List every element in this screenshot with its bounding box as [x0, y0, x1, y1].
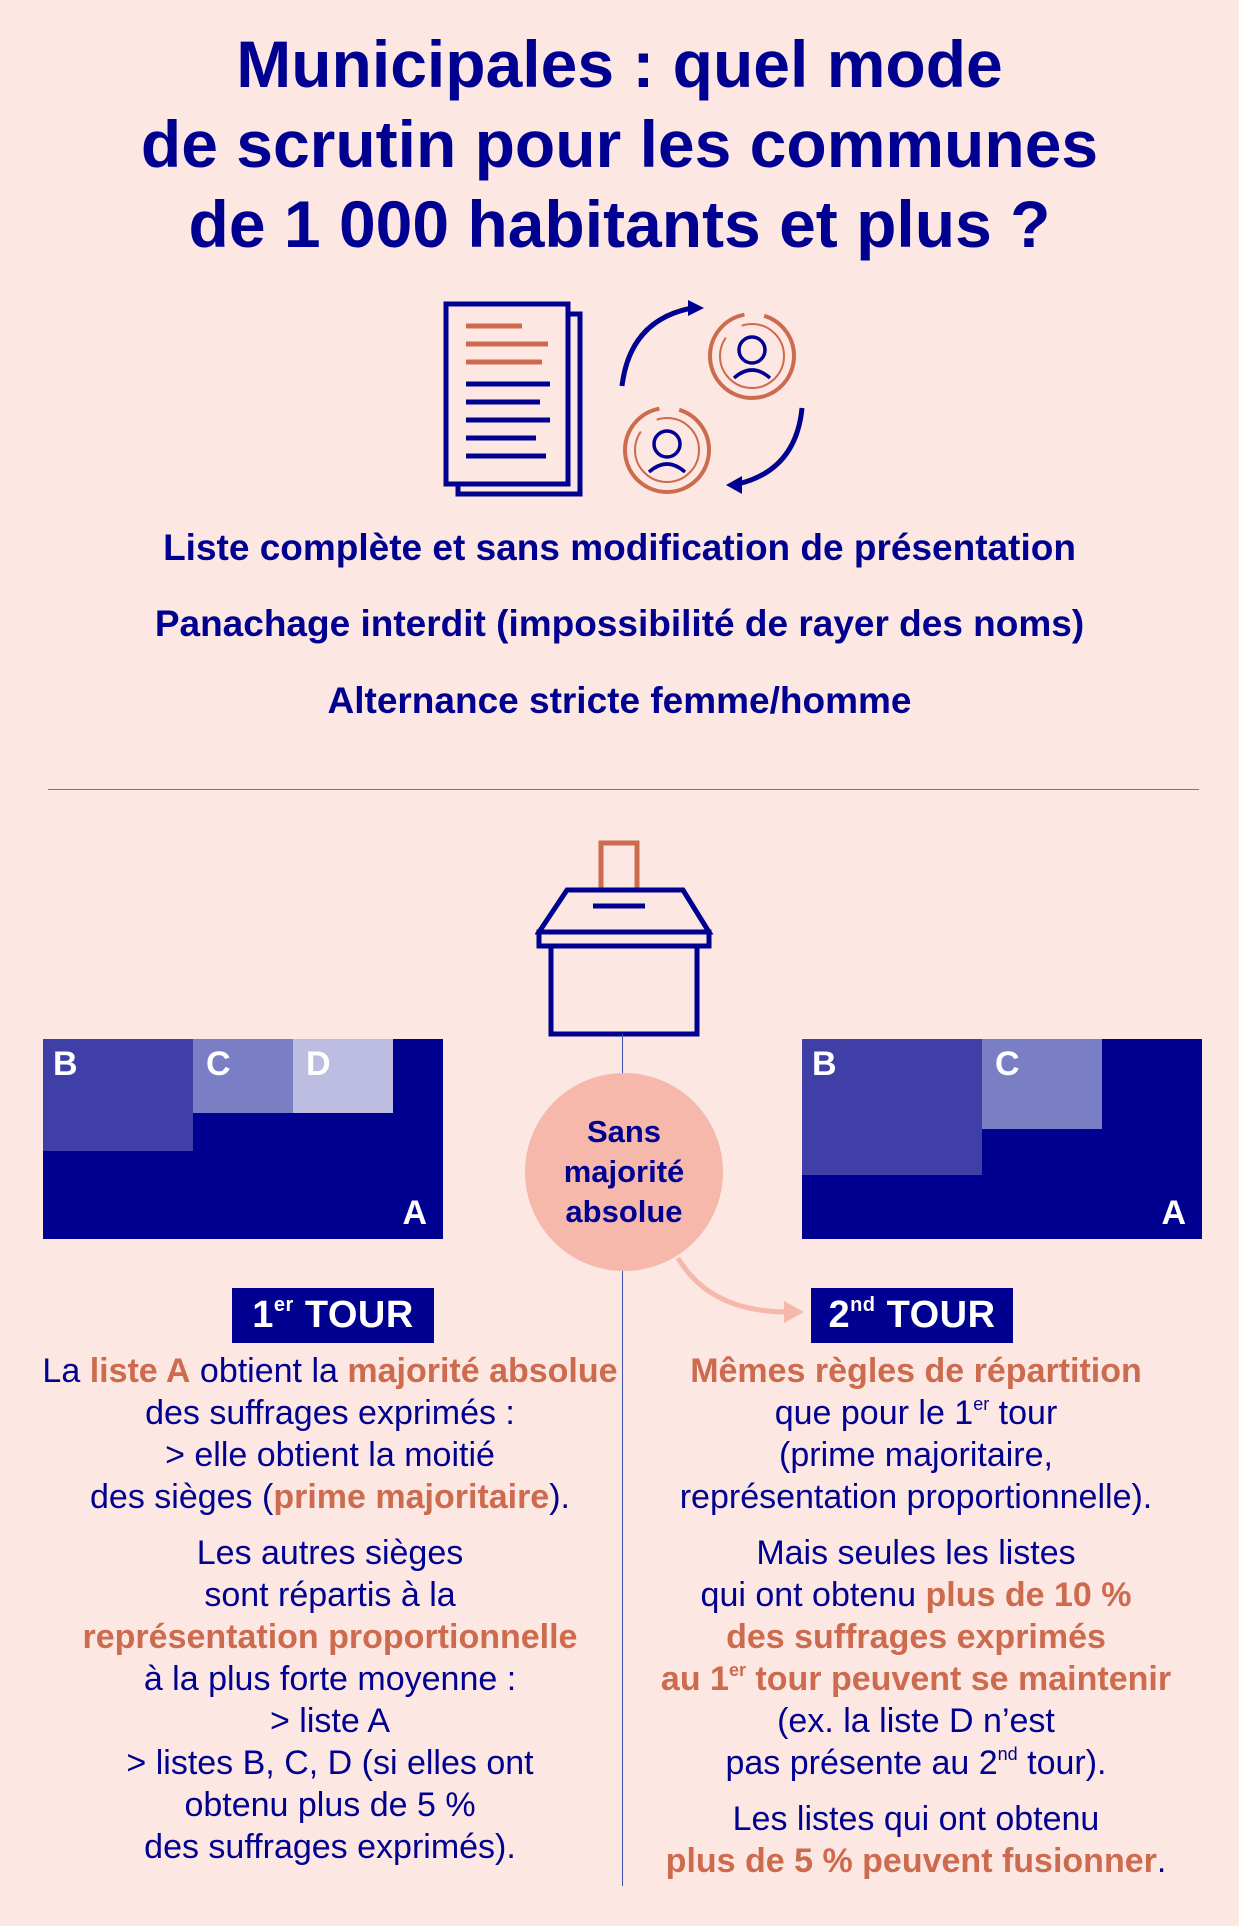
text: sont répartis à la — [204, 1576, 456, 1614]
no-majority-bubble — [525, 1073, 723, 1271]
text: . — [1156, 1842, 1167, 1880]
ballot-list-icon — [440, 300, 590, 500]
title-line-2: de scrutin pour les communes — [140, 107, 1099, 181]
highlight-maintain — [661, 1660, 1171, 1698]
ballot-box-icon — [535, 840, 715, 1040]
title-line-1: Municipales : quel mode — [236, 27, 1003, 101]
title-line-3: de 1 000 habitants et plus ? — [188, 187, 1051, 261]
list-c-label: C — [206, 1045, 231, 1083]
list-a-label: A — [1161, 1194, 1186, 1232]
highlight-list-a: liste A — [89, 1352, 191, 1390]
rule-complete-list: Liste complète et sans modification de présentation — [163, 527, 1076, 568]
round1-seat-chart — [43, 1039, 443, 1239]
text: tour peuvent se maintenir — [745, 1660, 1172, 1698]
list-c-label: C — [995, 1045, 1020, 1083]
text: (ex. la liste D n’est — [777, 1702, 1055, 1740]
list-d-label: D — [306, 1045, 331, 1083]
text: ). — [549, 1478, 570, 1516]
center-divider-top — [622, 1034, 623, 1076]
center-divider-bottom — [622, 1270, 623, 1886]
page-title — [40, 24, 1199, 264]
round1-paragraph-2 — [40, 1532, 620, 1868]
round2-paragraph-1 — [626, 1350, 1206, 1518]
round2-text — [626, 1350, 1206, 1882]
round1-badge-num: 1 — [252, 1294, 274, 1336]
text: à la plus forte moyenne : — [143, 1660, 517, 1698]
text: au 1 — [660, 1660, 729, 1698]
text: tour). — [1017, 1744, 1107, 1782]
highlight-proportional: représentation proportionnelle — [82, 1618, 578, 1656]
text: pas présente au 2 — [725, 1744, 998, 1782]
text: er — [973, 1394, 990, 1414]
text: Mais seules les listes — [756, 1534, 1076, 1572]
round1-badge-sup: er — [273, 1294, 294, 1316]
text: des suffrages exprimés : — [145, 1394, 515, 1432]
list-b-label: B — [53, 1045, 78, 1083]
arrow-to-round2-icon — [660, 1240, 810, 1340]
round2-badge-word: TOUR — [886, 1294, 996, 1336]
highlight-absolute-majority: majorité absolue — [347, 1352, 618, 1390]
highlight-merge: plus de 5 % peuvent fusionner — [665, 1842, 1157, 1880]
highlight-10-percent: plus de 10 % — [925, 1576, 1132, 1614]
text: tour — [989, 1394, 1058, 1432]
highlight-majority-bonus: prime majoritaire — [273, 1478, 550, 1516]
text: er — [728, 1660, 746, 1680]
round1-paragraph-1 — [40, 1350, 620, 1518]
rule-no-panachage: Panachage interdit (impossibilité de rayer des noms) — [154, 603, 1085, 644]
exchange-persons-icon — [612, 300, 812, 500]
text: obtient la — [190, 1352, 348, 1390]
text: obtenu plus de 5 % — [184, 1786, 476, 1824]
bubble-line-1: Sans — [586, 1114, 662, 1149]
highlight-same-rules: Mêmes règles de répartition — [690, 1352, 1142, 1390]
round1-text — [40, 1350, 620, 1868]
section-divider — [48, 789, 1199, 790]
text: que pour le 1 — [774, 1394, 974, 1432]
rule-gender-alternation: Alternance stricte femme/homme — [327, 680, 912, 721]
bubble-line-3: absolue — [565, 1194, 683, 1229]
round2-badge-sup: nd — [850, 1294, 876, 1316]
bubble-line-2: majorité — [563, 1154, 685, 1189]
round1-badge-word: TOUR — [304, 1294, 414, 1336]
round1-badge — [232, 1288, 434, 1343]
text: > elle obtient la moitié — [165, 1436, 495, 1474]
text: nd — [997, 1744, 1018, 1764]
text: des sièges ( — [90, 1478, 274, 1516]
round2-badge — [811, 1288, 1013, 1343]
round2-seat-chart — [802, 1039, 1202, 1239]
text: Les autres sièges — [196, 1534, 464, 1572]
text: > listes B, C, D (si elles ont — [126, 1744, 534, 1782]
round2-paragraph-3 — [626, 1798, 1206, 1882]
highlight-votes-cast: des suffrages exprimés — [726, 1618, 1106, 1656]
round2-badge-num: 2 — [828, 1294, 851, 1336]
text: > liste A — [269, 1702, 390, 1740]
list-b-label: B — [812, 1045, 837, 1083]
text: représentation proportionnelle). — [679, 1478, 1153, 1516]
list-a-label: A — [402, 1194, 427, 1232]
text: des suffrages exprimés). — [144, 1828, 516, 1866]
text: (prime majoritaire, — [779, 1436, 1053, 1474]
text: qui ont obtenu — [700, 1576, 926, 1614]
round2-paragraph-2 — [626, 1532, 1206, 1784]
text: Les listes qui ont obtenu — [732, 1800, 1100, 1838]
text: La — [42, 1352, 90, 1390]
